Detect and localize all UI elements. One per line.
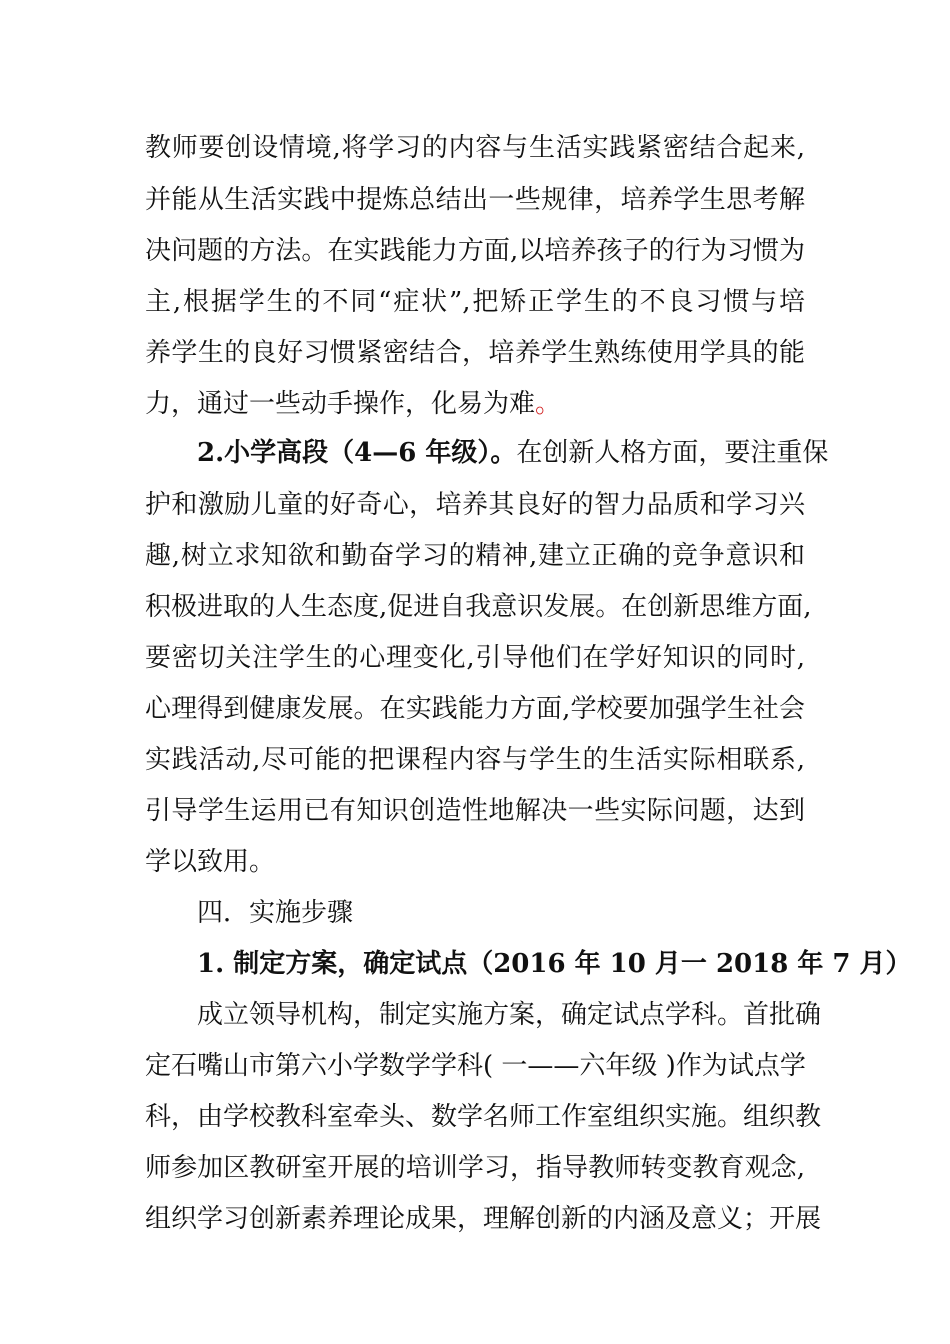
paragraph-line xyxy=(145,180,805,220)
line-text: 引导学生运用已有知识创造性地解决一些实际问题，达到 xyxy=(145,796,805,826)
line-text: 决问题的方法。在实践能力方面,以培养孩子的行为习惯为 xyxy=(145,236,805,266)
paragraph-line xyxy=(145,791,805,831)
paragraph-line xyxy=(145,282,805,322)
paragraph-line xyxy=(197,995,822,1035)
line-text: 在创新人格方面，要注重保 xyxy=(516,438,829,468)
line-text: 护和激励儿童的好奇心，培养其良好的智力品质和学习兴 xyxy=(145,490,805,520)
line-text: 教师要创设情境,将学习的内容与生活实践紧密结合起来, xyxy=(145,133,805,163)
line-text: 趣,树立求知欲和勤奋学习的精神,建立正确的竞争意识和 xyxy=(145,541,805,571)
line-text: 学以致用。 xyxy=(145,847,276,877)
section-heading-upper-grades: 2.小学高段（4—6 年级）。 xyxy=(197,438,517,468)
section-lead-line xyxy=(197,433,829,473)
line-text: 定石嘴山市第六小学数学学科( 一——六年级 )作为试点学 xyxy=(145,1051,806,1081)
line-text: 积极进取的人生态度,促进自我意识发展。在创新思维方面, xyxy=(145,592,812,622)
paragraph-line xyxy=(145,536,805,576)
paragraph-line xyxy=(145,689,805,729)
subheading-text: 1. 制定方案，确定试点（2016 年 10 月一 2018 年 7 月） xyxy=(197,949,912,979)
paragraph-line xyxy=(145,333,805,373)
line-text: 组织学习创新素养理论成果，理解创新的内涵及意义；开展 xyxy=(145,1204,822,1234)
paragraph-line xyxy=(145,1199,822,1239)
paragraph-line xyxy=(145,1097,822,1137)
paragraph-line xyxy=(145,842,805,882)
heading-text: 四．实施步骤 xyxy=(197,898,354,928)
line-text: 并能从生活实践中提炼总结出一些规律，培养学生思考解 xyxy=(145,185,805,215)
subsection-heading-plan xyxy=(197,944,912,984)
paragraph-line xyxy=(145,587,812,627)
line-text: 科，由学校教科室牵头、数学名师工作室组织实施。组织教 xyxy=(145,1102,822,1132)
paragraph-line xyxy=(145,638,805,678)
paragraph-line xyxy=(145,231,805,271)
line-text: 成立领导机构，制定实施方案，确定试点学科。首批确 xyxy=(197,1000,822,1030)
paragraph-line xyxy=(145,1046,805,1086)
line-text: 实践活动,尽可能的把课程内容与学生的生活实际相联系, xyxy=(145,745,805,775)
paragraph-line xyxy=(145,128,805,168)
line-text: 要密切关注学生的心理变化,引导他们在学好知识的同时, xyxy=(145,643,805,673)
section-heading-implementation-steps xyxy=(197,893,805,933)
paragraph-line xyxy=(145,1148,805,1188)
paragraph-line xyxy=(145,740,805,780)
line-text: 主,根据学生的不同“症状”,把矫正学生的不良习惯与培 xyxy=(145,287,805,317)
line-text: 养学生的良好习惯紧密结合，培养学生熟练使用学具的能 xyxy=(145,338,805,368)
line-text: 力，通过一些动手操作，化易为难 xyxy=(145,389,536,419)
line-text: 师参加区教研室开展的培训学习，指导教师转变教育观念, xyxy=(145,1153,805,1183)
paragraph-line xyxy=(145,384,805,424)
line-text: 心理得到健康发展。在实践能力方面,学校要加强学生社会 xyxy=(145,694,805,724)
line-tail-period: 。 xyxy=(535,389,562,419)
paragraph-line xyxy=(145,485,805,525)
